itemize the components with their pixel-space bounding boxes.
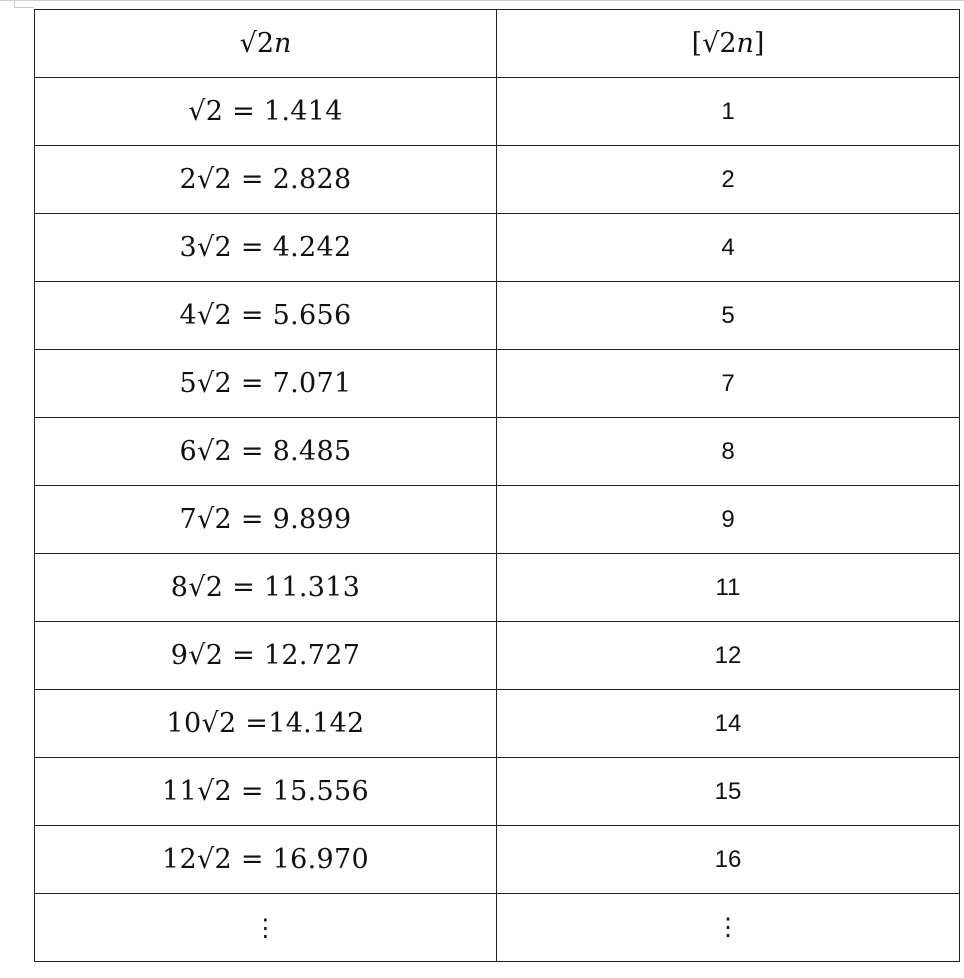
table-row <box>35 826 960 894</box>
page-corner-mark <box>14 0 34 8</box>
value-text: 12√2 = 16.970 <box>162 844 369 875</box>
table-row <box>35 758 960 826</box>
value-cell <box>35 554 497 622</box>
value-cell <box>35 486 497 554</box>
value-text: 7√2 = 9.899 <box>179 504 352 535</box>
header-floor-sqrt2n <box>497 10 960 78</box>
value-cell <box>35 350 497 418</box>
floor-text: 15 <box>714 777 742 805</box>
floor-cell <box>497 418 960 486</box>
floor-cell <box>497 282 960 350</box>
floor-cell <box>497 554 960 622</box>
table-row <box>35 418 960 486</box>
table-row <box>35 622 960 690</box>
floor-text: 5 <box>721 301 735 329</box>
value-text: 5√2 = 7.071 <box>179 368 352 399</box>
table-row <box>35 214 960 282</box>
table-row <box>35 554 960 622</box>
table-row <box>35 350 960 418</box>
floor-cell <box>497 826 960 894</box>
value-text: 6√2 = 8.485 <box>179 436 352 467</box>
floor-text: 9 <box>721 505 735 533</box>
vertical-ellipsis: ⋮ <box>253 914 278 942</box>
value-cell <box>35 78 497 146</box>
vertical-ellipsis: ⋮ <box>716 913 740 941</box>
header-floor-sqrt2n-text: [√2𝑛] <box>691 28 765 59</box>
value-ellipsis-cell <box>35 894 497 962</box>
value-cell <box>35 214 497 282</box>
floor-text: 16 <box>714 845 742 873</box>
floor-text: 2 <box>721 165 735 193</box>
value-text: 8√2 = 11.313 <box>170 572 361 603</box>
floor-cell <box>497 78 960 146</box>
floor-cell <box>497 486 960 554</box>
floor-text: 11 <box>715 573 741 601</box>
floor-text: 8 <box>721 437 735 465</box>
ellipsis-row <box>35 894 960 962</box>
floor-text: 14 <box>714 709 742 737</box>
table-row <box>35 146 960 214</box>
floor-text: 12 <box>714 641 742 669</box>
value-cell <box>35 622 497 690</box>
value-cell <box>35 282 497 350</box>
value-text: 11√2 = 15.556 <box>162 776 369 807</box>
value-cell <box>35 146 497 214</box>
header-row <box>35 10 960 78</box>
value-cell <box>35 758 497 826</box>
value-cell <box>35 690 497 758</box>
floor-ellipsis-cell <box>497 894 960 962</box>
header-sqrt2n-text: √2𝑛 <box>239 28 292 59</box>
table-row <box>35 486 960 554</box>
value-text: √2 = 1.414 <box>188 96 343 127</box>
floor-cell <box>497 758 960 826</box>
table-row <box>35 690 960 758</box>
floor-cell <box>497 690 960 758</box>
floor-text: 4 <box>721 233 735 261</box>
floor-cell <box>497 622 960 690</box>
floor-cell <box>497 146 960 214</box>
sqrt2-multiples-table <box>34 9 960 962</box>
value-text: 4√2 = 5.656 <box>179 300 352 331</box>
value-cell <box>35 418 497 486</box>
value-text: 10√2 =14.142 <box>166 708 365 739</box>
header-sqrt2n <box>35 10 497 78</box>
floor-text: 1 <box>721 97 735 125</box>
value-text: 9√2 = 12.727 <box>170 640 361 671</box>
value-text: 2√2 = 2.828 <box>179 164 352 195</box>
table-row <box>35 78 960 146</box>
floor-text: 7 <box>721 369 735 397</box>
floor-cell <box>497 214 960 282</box>
floor-cell <box>497 350 960 418</box>
value-text: 3√2 = 4.242 <box>179 232 352 263</box>
table-row <box>35 282 960 350</box>
value-cell <box>35 826 497 894</box>
